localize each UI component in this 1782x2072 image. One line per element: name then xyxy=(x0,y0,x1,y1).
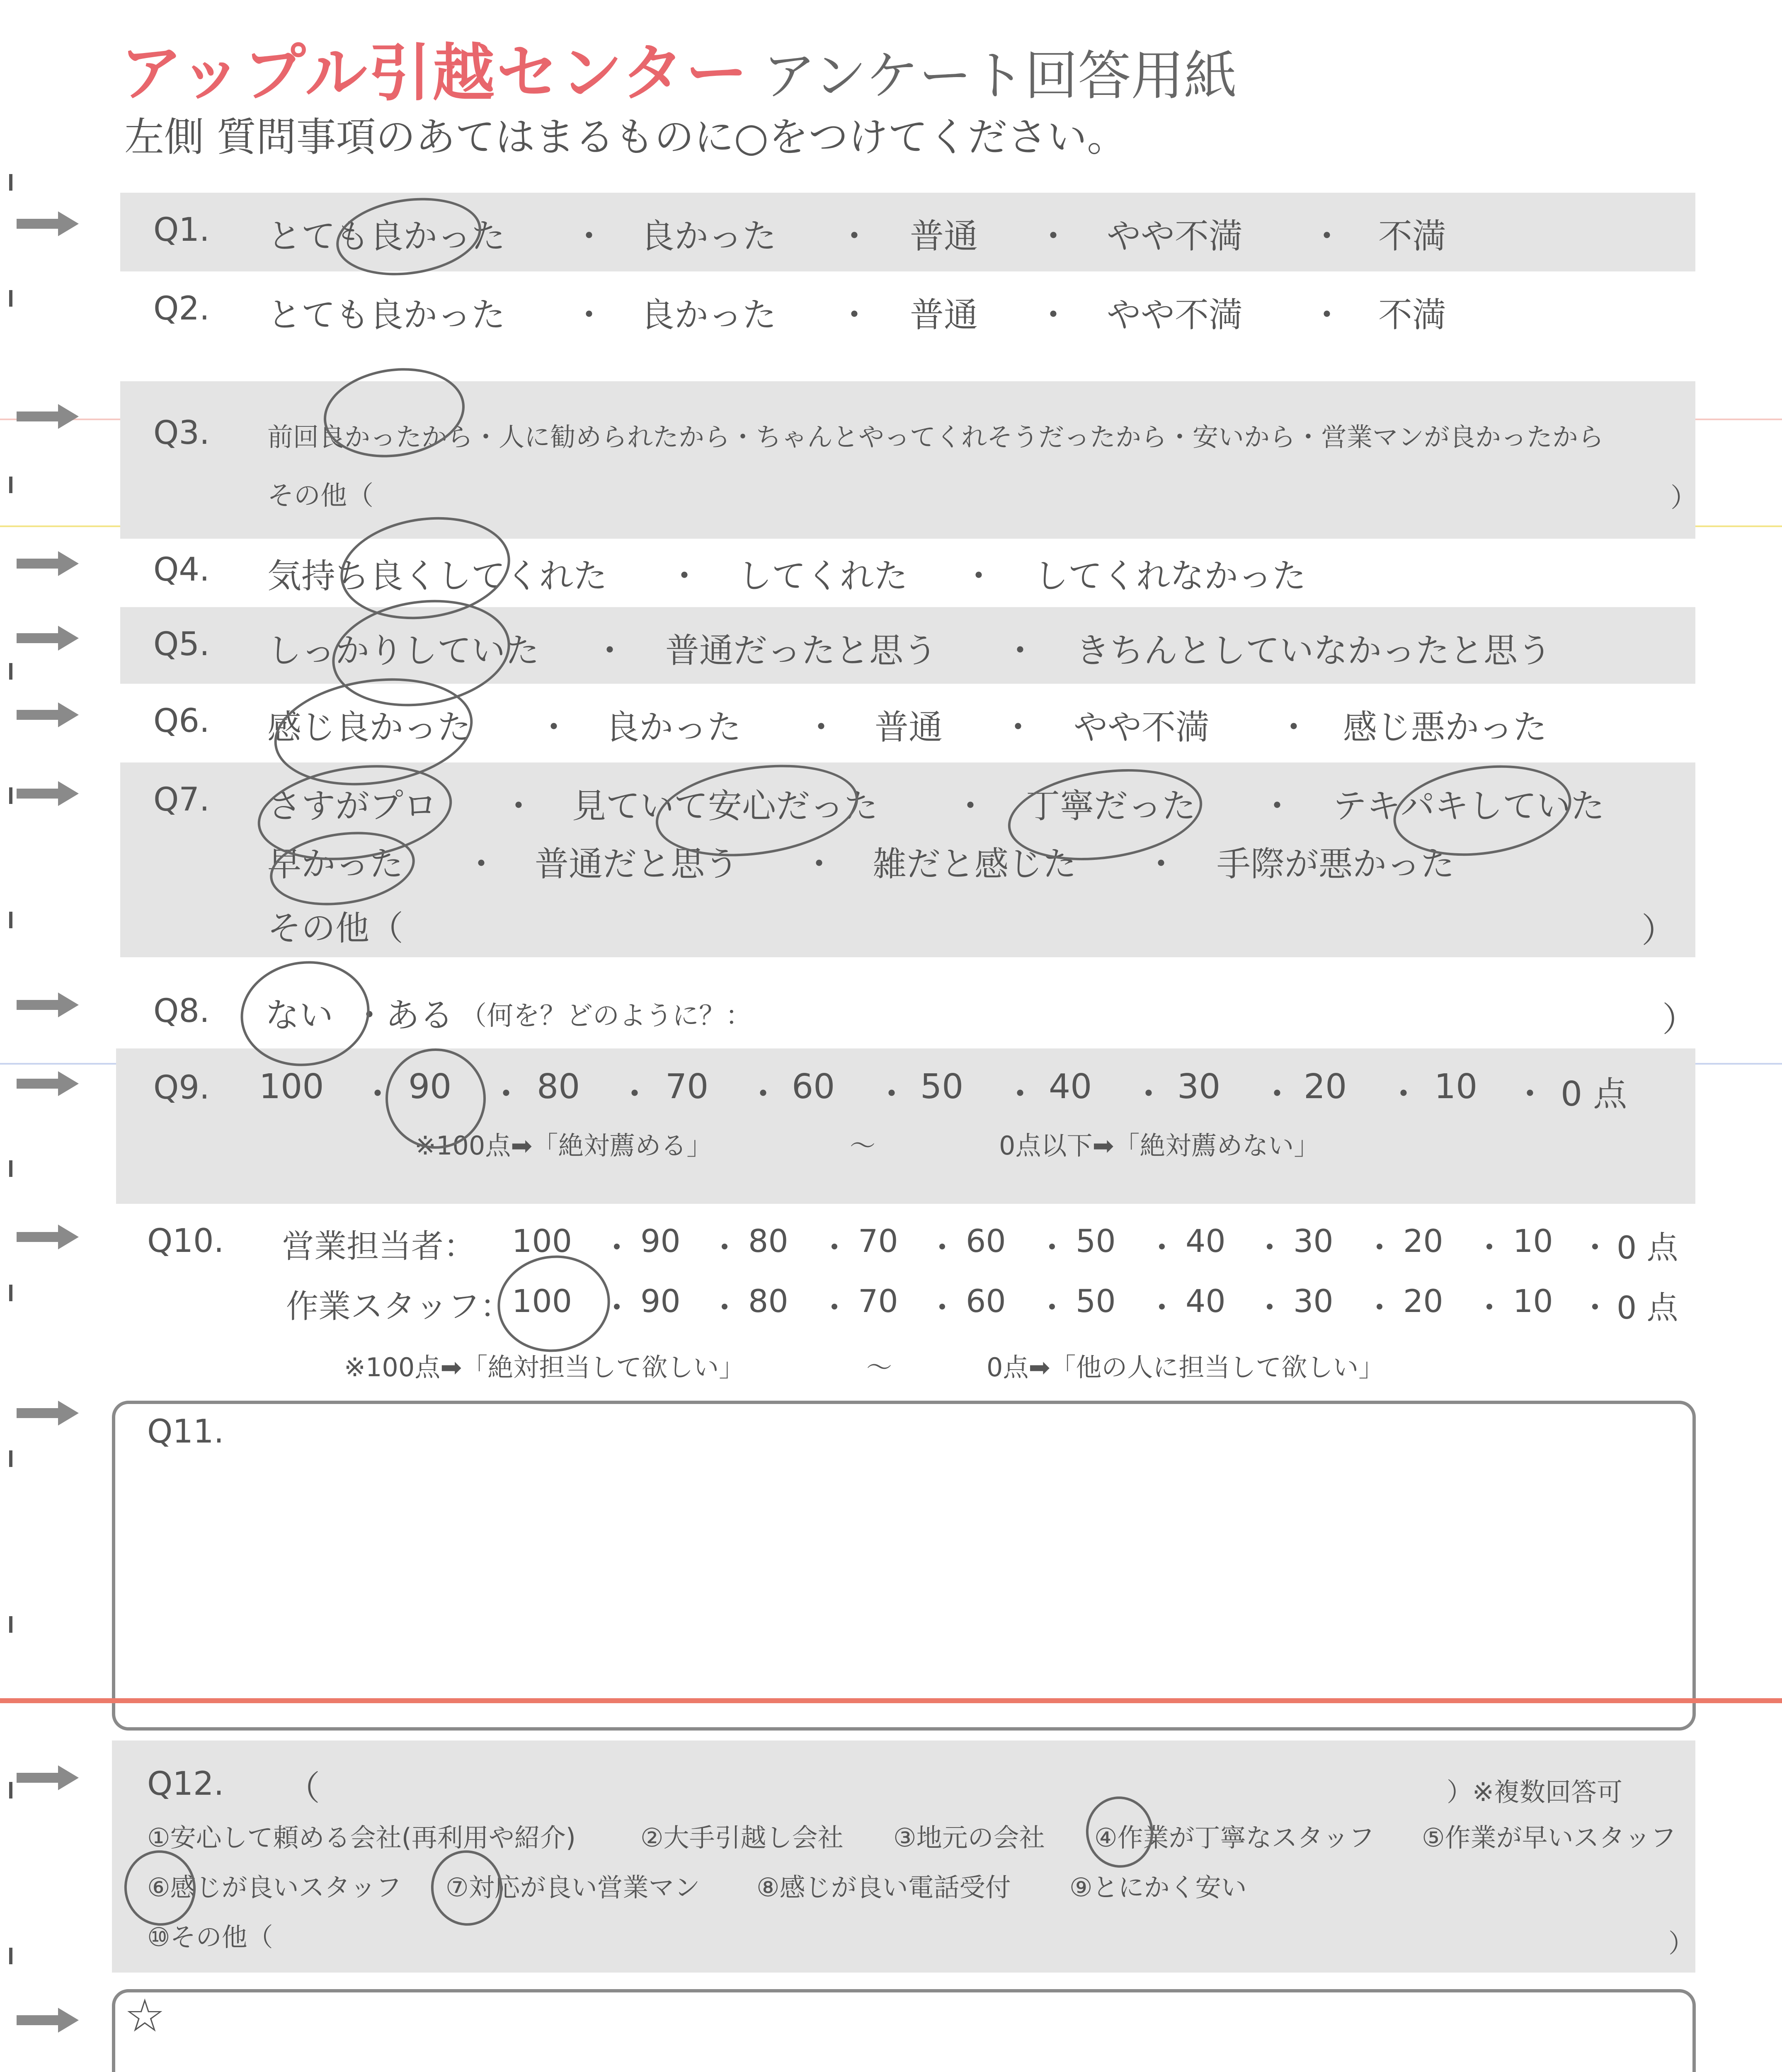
q9-note-min: 0点以下➡「絶対薦めない」 xyxy=(999,1130,1320,1161)
separator-dot: ・ xyxy=(601,1289,633,1326)
q9-score[interactable]: 50 xyxy=(920,1067,964,1106)
q2-option[interactable]: とても良かった xyxy=(267,295,506,335)
q12-option[interactable]: ①安心して頼める会社(再利用や紹介) xyxy=(147,1823,576,1853)
row-arrow-icon xyxy=(17,1225,79,1249)
q3-label: Q3. xyxy=(153,414,210,452)
q12-option[interactable]: ⑧感じが良い電話受付 xyxy=(756,1872,1011,1903)
q12-option[interactable]: ④作業が丁寧なスタッフ xyxy=(1094,1823,1375,1853)
q9-score[interactable]: 90 xyxy=(408,1067,452,1106)
q9-label: Q9. xyxy=(153,1069,210,1106)
q3-other[interactable]: その他（ xyxy=(267,481,373,511)
separator-dot: ・ xyxy=(709,1229,740,1266)
q9-note-max: ※100点➡「絶対薦める」 xyxy=(415,1130,713,1161)
q12-option[interactable]: ③地元の会社 xyxy=(893,1823,1045,1853)
q9-score[interactable]: 100 xyxy=(259,1067,324,1106)
separator-dot: ・ xyxy=(837,217,872,256)
separator-dot: ・ xyxy=(875,1075,909,1114)
q2-option[interactable]: 不満 xyxy=(1378,295,1447,335)
q8-detail-close: ） xyxy=(1662,1000,1697,1039)
q10-staff-score[interactable]: 60 xyxy=(966,1283,1006,1319)
q10-staff-score[interactable]: 30 xyxy=(1293,1283,1333,1319)
q4-option[interactable]: してくれなかった xyxy=(1034,557,1307,596)
q8-label: Q8. xyxy=(153,992,210,1030)
separator-dot: ・ xyxy=(1132,1075,1166,1114)
separator-dot: ・ xyxy=(746,1075,781,1114)
q12-option[interactable]: ⑥感じが良いスタッフ xyxy=(147,1872,402,1903)
q7-option[interactable]: テキパキしていた xyxy=(1333,787,1605,826)
star-icon: ☆ xyxy=(124,1989,165,2042)
q6-label: Q6. xyxy=(153,702,210,740)
q6-option[interactable]: やや不満 xyxy=(1074,708,1210,747)
q12-other-close: ） xyxy=(1668,1928,1695,1958)
form-title: アンケート回答用紙 xyxy=(763,45,1237,107)
q6-option[interactable]: 良かった xyxy=(605,708,742,747)
q7-label: Q7. xyxy=(153,781,210,818)
separator-dot: ・ xyxy=(1260,787,1295,826)
row-arrow-icon xyxy=(17,702,79,727)
row-arrow-icon xyxy=(17,551,79,576)
q1-option[interactable]: 普通 xyxy=(910,217,978,256)
separator-dot: ・ xyxy=(1513,1075,1547,1114)
row-arrow-icon xyxy=(17,1765,79,1790)
separator-dot: ・ xyxy=(572,295,606,335)
q10-staff-score[interactable]: 20 xyxy=(1403,1283,1443,1319)
q1-option[interactable]: 不満 xyxy=(1378,217,1447,256)
separator-dot: ・ xyxy=(1579,1229,1611,1266)
separator-dot: ・ xyxy=(489,1075,524,1114)
q10-sales-score[interactable]: 30 xyxy=(1293,1222,1333,1259)
q7-option[interactable]: 普通だと思う xyxy=(535,845,739,884)
q2-option[interactable]: 良かった xyxy=(640,295,777,335)
q12-option[interactable]: ②大手引越し会社 xyxy=(640,1823,844,1853)
separator-dot: ・ xyxy=(1036,295,1071,335)
q12-option[interactable]: ⑤作業が早いスタッフ xyxy=(1422,1823,1676,1853)
row-arrow-icon xyxy=(17,1401,79,1426)
q9-score[interactable]: 20 xyxy=(1304,1067,1347,1106)
separator-dot: ・ xyxy=(819,1229,850,1266)
q10-staff-score[interactable]: 40 xyxy=(1186,1283,1226,1319)
q3-other-close: ） xyxy=(1670,483,1697,513)
separator-dot: ・ xyxy=(926,1229,958,1266)
separator-dot: ・ xyxy=(601,1229,633,1266)
q10-sales-score[interactable]: 20 xyxy=(1403,1222,1443,1259)
row-arrow-icon xyxy=(17,626,79,651)
q10-note-tilde: 〜 xyxy=(866,1352,892,1382)
separator-dot: ・ xyxy=(802,845,836,884)
q6-option[interactable]: 感じ良かった xyxy=(267,708,472,747)
q7-option[interactable]: さすがプロ xyxy=(267,787,438,826)
separator-dot: ・ xyxy=(1003,1075,1038,1114)
q9-score[interactable]: 0 点 xyxy=(1561,1075,1627,1114)
q4-label: Q4. xyxy=(153,551,210,588)
q10-note-min: 0点➡「他の人に担当して欲しい」 xyxy=(987,1352,1384,1382)
q3-options[interactable]: 前回良かったから・人に勧められたから・ちゃんとやってくれそうだったから・安いから・営業マンが良かったから xyxy=(267,422,1604,452)
instruction-text: 左側 質問事項のあてはまるものに○をつけてください。 xyxy=(124,114,1127,160)
q6-option[interactable]: 普通 xyxy=(875,708,943,747)
q9-score[interactable]: 60 xyxy=(792,1067,835,1106)
q8-option-some[interactable]: ある xyxy=(385,996,454,1035)
separator-dot: ・ xyxy=(1277,708,1311,747)
q10-staff-score[interactable]: 10 xyxy=(1513,1283,1553,1319)
q10-sales-score[interactable]: 70 xyxy=(858,1222,898,1259)
separator-dot: ・ xyxy=(819,1289,850,1326)
separator-dot: ・ xyxy=(352,996,387,1035)
q7-option[interactable]: 早かった xyxy=(267,845,404,884)
separator-dot: ・ xyxy=(1036,1289,1068,1326)
q8-option-none[interactable]: ない xyxy=(265,996,334,1035)
separator-dot: ・ xyxy=(361,1075,395,1114)
separator-dot: ・ xyxy=(953,787,988,826)
q10-staff-score[interactable]: 70 xyxy=(858,1283,898,1319)
q2-label: Q2. xyxy=(153,290,210,327)
q1-label: Q1. xyxy=(153,211,210,249)
row-arrow-icon xyxy=(17,781,79,806)
separator-dot: ・ xyxy=(1254,1229,1285,1266)
q7-other[interactable]: その他（ xyxy=(267,909,404,948)
q12-multi-note: ）※複数回答可 xyxy=(1447,1777,1622,1807)
q5-option[interactable]: しっかりしていた xyxy=(267,631,540,670)
q7-other-close: ） xyxy=(1641,911,1676,950)
separator-dot: ・ xyxy=(1579,1289,1611,1326)
q11-comment-box[interactable] xyxy=(112,1401,1696,1731)
q7-option[interactable]: 手際が悪かった xyxy=(1217,845,1455,884)
separator-dot: ・ xyxy=(1144,845,1178,884)
row-arrow-icon xyxy=(17,1071,79,1096)
q10-sales-score[interactable]: 50 xyxy=(1076,1222,1116,1259)
q10-sales-score[interactable]: 90 xyxy=(640,1222,681,1259)
q2-option[interactable]: 普通 xyxy=(910,295,978,335)
q9-score[interactable]: 80 xyxy=(537,1067,580,1106)
separator-dot: ・ xyxy=(804,708,839,747)
separator-dot: ・ xyxy=(962,557,996,596)
q10-sales-score[interactable]: 100 xyxy=(512,1222,572,1259)
separator-dot: ・ xyxy=(926,1289,958,1326)
q10-note-max: ※100点➡「絶対担当して欲しい」 xyxy=(344,1352,745,1382)
separator-dot: ・ xyxy=(502,787,536,826)
q9-score[interactable]: 40 xyxy=(1049,1067,1092,1106)
q7-option[interactable]: 見ていて安心だった xyxy=(572,787,878,826)
q5-option[interactable]: 普通だったと思う xyxy=(665,631,938,670)
q7-option[interactable]: 丁寧だった xyxy=(1026,787,1196,826)
q10-sales-label: 営業担当者： xyxy=(282,1228,476,1265)
q10-sales-score[interactable]: 0 点 xyxy=(1617,1229,1678,1266)
q10-staff-score[interactable]: 50 xyxy=(1076,1283,1116,1319)
separator-dot: ・ xyxy=(1310,295,1344,335)
brand-title: アップル引越センター xyxy=(120,37,749,109)
q10-sales-score[interactable]: 80 xyxy=(748,1222,788,1259)
separator-dot: ・ xyxy=(709,1289,740,1326)
answer-circle-q10 xyxy=(491,1248,616,1359)
q10-sales-score[interactable]: 60 xyxy=(966,1222,1006,1259)
q10-staff-score[interactable]: 100 xyxy=(512,1283,572,1319)
separator-dot: ・ xyxy=(1364,1229,1395,1266)
q10-staff-score[interactable]: 0 点 xyxy=(1617,1289,1678,1326)
q9-score[interactable]: 10 xyxy=(1434,1067,1478,1106)
q10-staff-score[interactable]: 80 xyxy=(748,1283,788,1319)
row-arrow-icon xyxy=(17,211,79,236)
q10-sales-score[interactable]: 10 xyxy=(1513,1222,1553,1259)
q10-sales-score[interactable]: 40 xyxy=(1186,1222,1226,1259)
separator-dot: ・ xyxy=(667,557,702,596)
separator-dot: ・ xyxy=(1387,1075,1421,1114)
separator-dot: ・ xyxy=(1474,1289,1505,1326)
q10-staff-score[interactable]: 90 xyxy=(640,1283,681,1319)
q12-option[interactable]: ⑨とにかく安い xyxy=(1069,1872,1247,1903)
q10-staff-label: 作業スタッフ： xyxy=(286,1288,513,1325)
q6-option[interactable]: 感じ悪かった xyxy=(1343,708,1547,747)
separator-dot: ・ xyxy=(1364,1289,1395,1326)
separator-dot: ・ xyxy=(618,1075,652,1114)
q11-label: Q11. xyxy=(147,1413,224,1450)
separator-dot: ・ xyxy=(1474,1229,1505,1266)
q10-label: Q10. xyxy=(147,1222,224,1260)
separator-dot: ・ xyxy=(537,708,571,747)
comment-box[interactable] xyxy=(112,1989,1696,2072)
q12-label: Q12. xyxy=(147,1765,224,1803)
q9-score[interactable]: 70 xyxy=(665,1067,709,1106)
q8-detail[interactable]: （何を？どのように？： xyxy=(460,1001,752,1031)
q1-option[interactable]: 良かった xyxy=(640,217,777,256)
q4-option[interactable]: してくれた xyxy=(738,557,908,596)
separator-dot: ・ xyxy=(1003,631,1038,670)
separator-dot: ・ xyxy=(1036,1229,1068,1266)
q9-note-tilde: 〜 xyxy=(850,1130,876,1161)
separator-dot: ・ xyxy=(1001,708,1035,747)
separator-dot: ・ xyxy=(1146,1289,1178,1326)
q1-option[interactable]: とても良かった xyxy=(267,217,506,256)
row-arrow-icon xyxy=(17,404,79,429)
q12-option[interactable]: ⑦対応が良い営業マン xyxy=(446,1872,700,1903)
q5-label: Q5. xyxy=(153,626,210,663)
separator-dot: ・ xyxy=(1254,1289,1285,1326)
row-arrow-icon xyxy=(17,2008,79,2033)
separator-dot: ・ xyxy=(1310,217,1344,256)
q12-other[interactable]: ⑩その他（ xyxy=(147,1922,273,1952)
q7-option[interactable]: 雑だと感じた xyxy=(873,845,1077,884)
q12-answer-open[interactable]: （ xyxy=(286,1769,320,1808)
separator-dot: ・ xyxy=(1036,217,1071,256)
q1-option[interactable]: やや不満 xyxy=(1107,217,1243,256)
separator-dot: ・ xyxy=(464,845,499,884)
row-arrow-icon xyxy=(17,992,79,1017)
separator-dot: ・ xyxy=(1146,1229,1178,1266)
q9-score[interactable]: 30 xyxy=(1177,1067,1221,1106)
cut-line xyxy=(0,1698,1782,1703)
q2-option[interactable]: やや不満 xyxy=(1107,295,1243,335)
separator-dot: ・ xyxy=(572,217,606,256)
separator-dot: ・ xyxy=(1260,1075,1295,1114)
separator-dot: ・ xyxy=(837,295,872,335)
separator-dot: ・ xyxy=(593,631,627,670)
q4-option[interactable]: 気持ち良くしてくれた xyxy=(267,557,608,596)
q5-option[interactable]: きちんとしていなかったと思う xyxy=(1076,631,1552,670)
